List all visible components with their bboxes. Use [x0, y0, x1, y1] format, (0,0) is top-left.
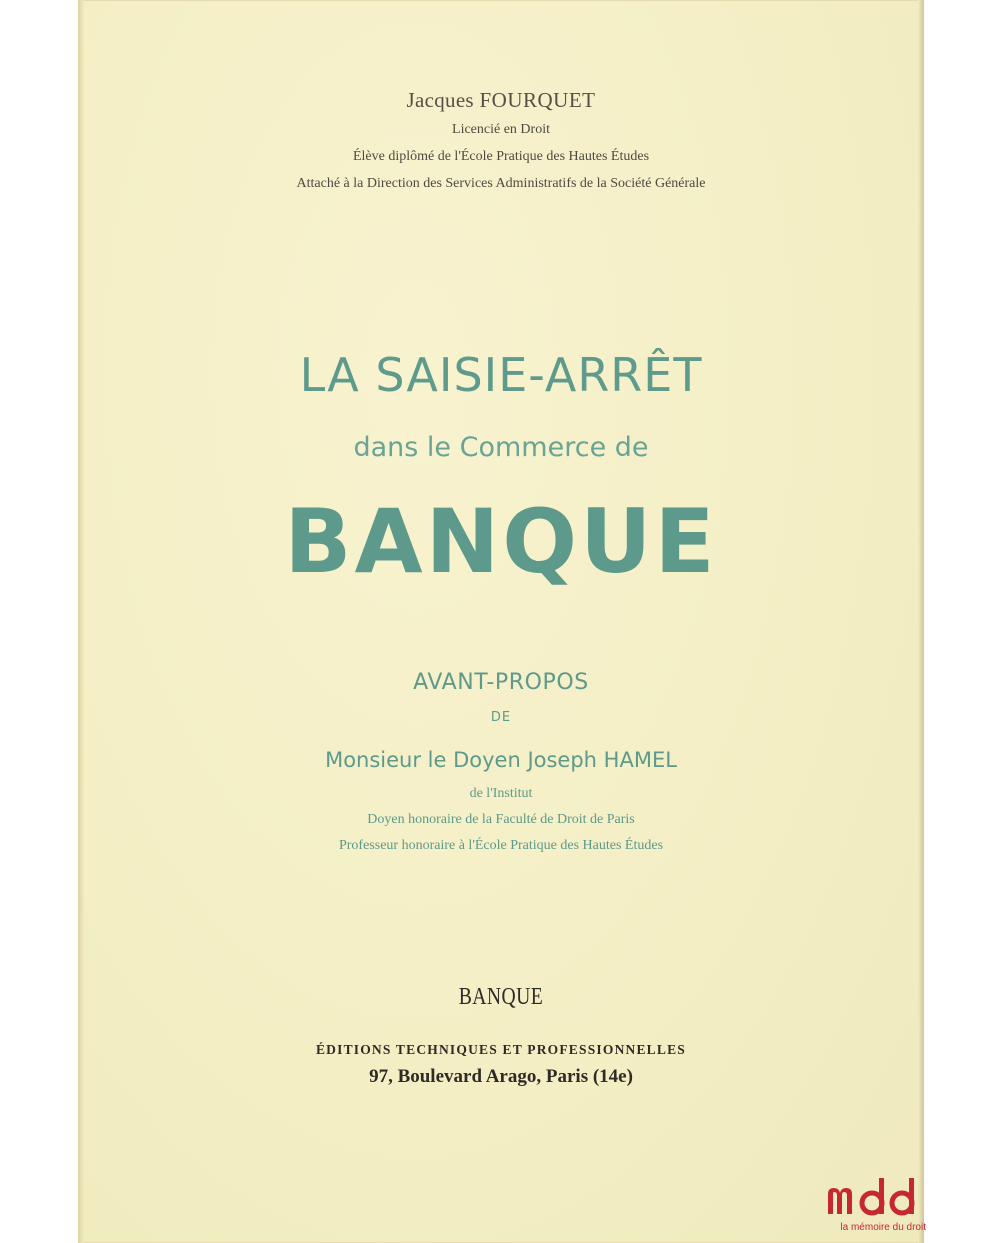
- foreword-author: Monsieur le Doyen Joseph HAMEL: [325, 748, 677, 772]
- foreword-credential-1: de l'Institut: [469, 786, 533, 801]
- author-credential-3: Attaché à la Direction des Services Administratifs de la Société Générale: [296, 176, 706, 191]
- author-credential-2: Élève diplômé de l'École Pratique des Hautes Études: [352, 149, 650, 164]
- mdd-logo-icon: [822, 1176, 926, 1216]
- title-line-3: BANQUE: [284, 490, 718, 593]
- author-credential-1: Licencié en Droit: [452, 122, 550, 137]
- publisher-name: ÉDITIONS TECHNIQUES ET PROFESSIONNELLES: [315, 1042, 687, 1057]
- foreword-credential-3: Professeur honoraire à l'École Pratique des Hautes Études: [338, 838, 664, 853]
- foreword-heading: AVANT-PROPOS: [413, 670, 589, 695]
- publisher-address: 97, Boulevard Arago, Paris (14e): [369, 1066, 633, 1087]
- author-name: [78, 88, 924, 113]
- author-last-name: FOURQUET: [479, 88, 596, 112]
- title-line-2: dans le Commerce de: [353, 432, 649, 463]
- imprint-logo-text: BANQUE: [458, 984, 544, 1010]
- foreword-credential-2: Doyen honoraire de la Faculté de Droit de Paris: [367, 812, 635, 827]
- watermark-caption: la mémoire du droit: [840, 1222, 926, 1233]
- title-line-1: LA SAISIE-ARRÊT: [299, 348, 703, 402]
- author-first-name: Jacques: [406, 88, 474, 112]
- foreword-de: DE: [490, 710, 512, 725]
- watermark-logo: [822, 1176, 926, 1243]
